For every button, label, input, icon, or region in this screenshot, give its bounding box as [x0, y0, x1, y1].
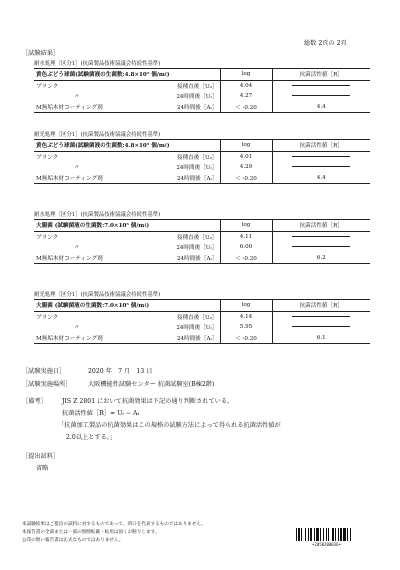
sample-cell: ブランク	[36, 154, 59, 161]
sample-cell: 〃	[74, 165, 80, 172]
test-place-value: 大阪機能性試験センター 抗菌試験室(B棟2階)	[88, 381, 215, 388]
notes-line-2: 抗菌活性値［R］= Uₜ − Aₜ	[62, 410, 139, 417]
table-head-activity: 抗菌活性値［R］	[272, 300, 370, 312]
activity-cell	[272, 231, 370, 242]
table-head-log: log	[220, 69, 272, 81]
sample-cell: M無垢木材コーティング剤	[34, 253, 140, 264]
footer-line-2: 本報告書の全部または一部の無断転載・転用は固くお断りします。	[22, 530, 160, 535]
results-table-2	[34, 139, 370, 184]
results-table-3	[34, 219, 370, 264]
table-row	[34, 91, 370, 102]
log-cell: ＜ -0.20	[220, 253, 272, 264]
activity-cell: 6.1	[272, 333, 370, 344]
log-cell: 4.14	[220, 311, 272, 322]
notes-line-1: JIS Z 2801 において抗菌効果は下記の通り判断されている。	[62, 398, 234, 405]
table-head-log: log	[220, 140, 272, 152]
table-row	[34, 253, 370, 264]
time-cell: 24時間後［Uₜ］	[140, 242, 220, 253]
log-cell: 4.04	[220, 80, 272, 91]
activity-cell	[272, 151, 370, 162]
table-head-activity: 抗菌活性値［R］	[272, 69, 370, 81]
table-head-organism: 大腸菌 (試験菌液の生菌数:7.0×10⁵ 個/mℓ)	[34, 220, 220, 232]
dash-line	[292, 166, 350, 167]
activity-cell: 4.4	[272, 173, 370, 184]
table-row	[34, 311, 370, 322]
table3-caption: 耐水処理［区分1］(抗菌製品技術協議会持続性基準)	[34, 212, 161, 218]
log-cell: 4.01	[220, 151, 272, 162]
section-results-label: ［試験結果］	[22, 50, 60, 57]
table-head-log: log	[220, 300, 272, 312]
footer-line-3: 公印の無い報告書は正式なものではありません。	[22, 538, 124, 543]
log-cell: 6.00	[220, 242, 272, 253]
table-head-organism: 黄色ぶどう球菌(試験菌液の生菌数:4.8×10⁵ 個/mℓ)	[34, 69, 220, 81]
log-cell: 5.95	[220, 322, 272, 333]
sample-cell: M無垢木材コーティング剤	[34, 333, 140, 344]
sample-cell: 〃	[74, 245, 80, 252]
notes-label: ［備考］	[22, 398, 47, 405]
table-row	[34, 242, 370, 253]
sample-cell: 〃	[74, 325, 80, 332]
time-cell: 24時間後［Uₜ］	[140, 162, 220, 173]
log-cell: ＜ -0.20	[220, 102, 272, 113]
activity-cell	[272, 311, 370, 322]
time-cell: 接種直後［U₀］	[140, 80, 220, 91]
log-cell: 4.11	[220, 231, 272, 242]
table2-caption: 耐光処理［区分1］(抗菌製品技術協議会持続性基準)	[34, 132, 161, 138]
barcode-stripe	[351, 528, 352, 541]
time-cell: 24時間後［Aₜ］	[140, 102, 220, 113]
activity-cell	[272, 80, 370, 91]
time-cell: 接種直後［U₀］	[140, 231, 220, 242]
table-head-organism: 黄色ぶどう球菌(試験菌液の生菌数:4.8×10⁵ 個/mℓ)	[34, 140, 220, 152]
dash-line	[292, 316, 350, 317]
table-head-activity: 抗菌活性値［R］	[272, 140, 370, 152]
dash-line	[292, 246, 350, 247]
test-date-value: 2020 年 7 月 13 日	[88, 368, 153, 375]
table-header-row	[34, 69, 370, 81]
table-row	[34, 173, 370, 184]
log-cell: 4.27	[220, 91, 272, 102]
table-header-row	[34, 300, 370, 312]
notes-line-3: 「抗菌加工製品の抗菌効果はこの規格の試験方法によって得られる抗菌活性値が	[58, 422, 281, 429]
sample-submission-value: 省略	[36, 465, 49, 472]
time-cell: 24時間後［Aₜ］	[140, 253, 220, 264]
sample-cell: ブランク	[36, 83, 59, 90]
table4-caption: 耐光処理［区分1］(抗菌製品技術協議会持続性基準)	[34, 292, 161, 298]
table-header-row	[34, 140, 370, 152]
activity-cell: 4.4	[272, 102, 370, 113]
time-cell: 接種直後［U₀］	[140, 151, 220, 162]
test-date-label: ［試験実施日］	[22, 368, 66, 375]
table-row	[34, 151, 370, 162]
activity-cell	[272, 242, 370, 253]
dash-line	[292, 85, 350, 86]
dash-line	[292, 236, 350, 237]
results-table-4	[34, 299, 370, 344]
time-cell: 24時間後［Aₜ］	[140, 333, 220, 344]
table-header-row	[34, 220, 370, 232]
time-cell: 24時間後［Uₜ］	[140, 322, 220, 333]
test-place-label: ［試験実施場所］	[22, 381, 72, 388]
table-row	[34, 231, 370, 242]
sample-cell: M無垢木材コーティング剤	[34, 102, 140, 113]
log-cell: ＜ -0.20	[220, 333, 272, 344]
sample-submission-label: ［提出試料］	[22, 453, 60, 460]
sample-cell: ブランク	[36, 314, 59, 321]
activity-cell	[272, 162, 370, 173]
dash-line	[292, 95, 350, 96]
table-head-organism: 大腸菌 (試験菌液の生菌数:7.0×10⁵ 個/mℓ)	[34, 300, 220, 312]
table-row	[34, 322, 370, 333]
dash-line	[292, 156, 350, 157]
results-table-1	[34, 68, 370, 113]
time-cell: 24時間後［Uₜ］	[140, 91, 220, 102]
activity-cell	[272, 91, 370, 102]
sample-cell: 〃	[74, 94, 80, 101]
log-cell: 4.29	[220, 162, 272, 173]
activity-cell	[272, 322, 370, 333]
table-row	[34, 333, 370, 344]
table-row	[34, 102, 370, 113]
time-cell: 24時間後［Aₜ］	[140, 173, 220, 184]
table-row	[34, 162, 370, 173]
sample-cell: ブランク	[36, 234, 59, 241]
table1-caption: 耐水処理［区分1］(抗菌製品技術協議会持続性基準)	[34, 61, 161, 67]
activity-cell: 6.2	[272, 253, 370, 264]
footer-line-1: 本試験結果はご提出の試料に対するものであって、荷口を代表するものではありません。	[22, 522, 206, 527]
log-cell: ＜ -0.20	[220, 173, 272, 184]
time-cell: 接種直後［U₀］	[140, 311, 220, 322]
sample-cell: M無垢木材コーティング剤	[34, 173, 140, 184]
table-head-activity: 抗菌活性値［R］	[272, 220, 370, 232]
dash-line	[292, 326, 350, 327]
table-row	[34, 80, 370, 91]
page-counter: 総数 2頁の 2頁	[304, 40, 347, 47]
table-head-log: log	[220, 220, 272, 232]
notes-line-4: 2.0以上とする。」	[66, 434, 117, 441]
barcode-number: •2050200036•	[312, 542, 341, 547]
barcode-image	[296, 528, 374, 541]
